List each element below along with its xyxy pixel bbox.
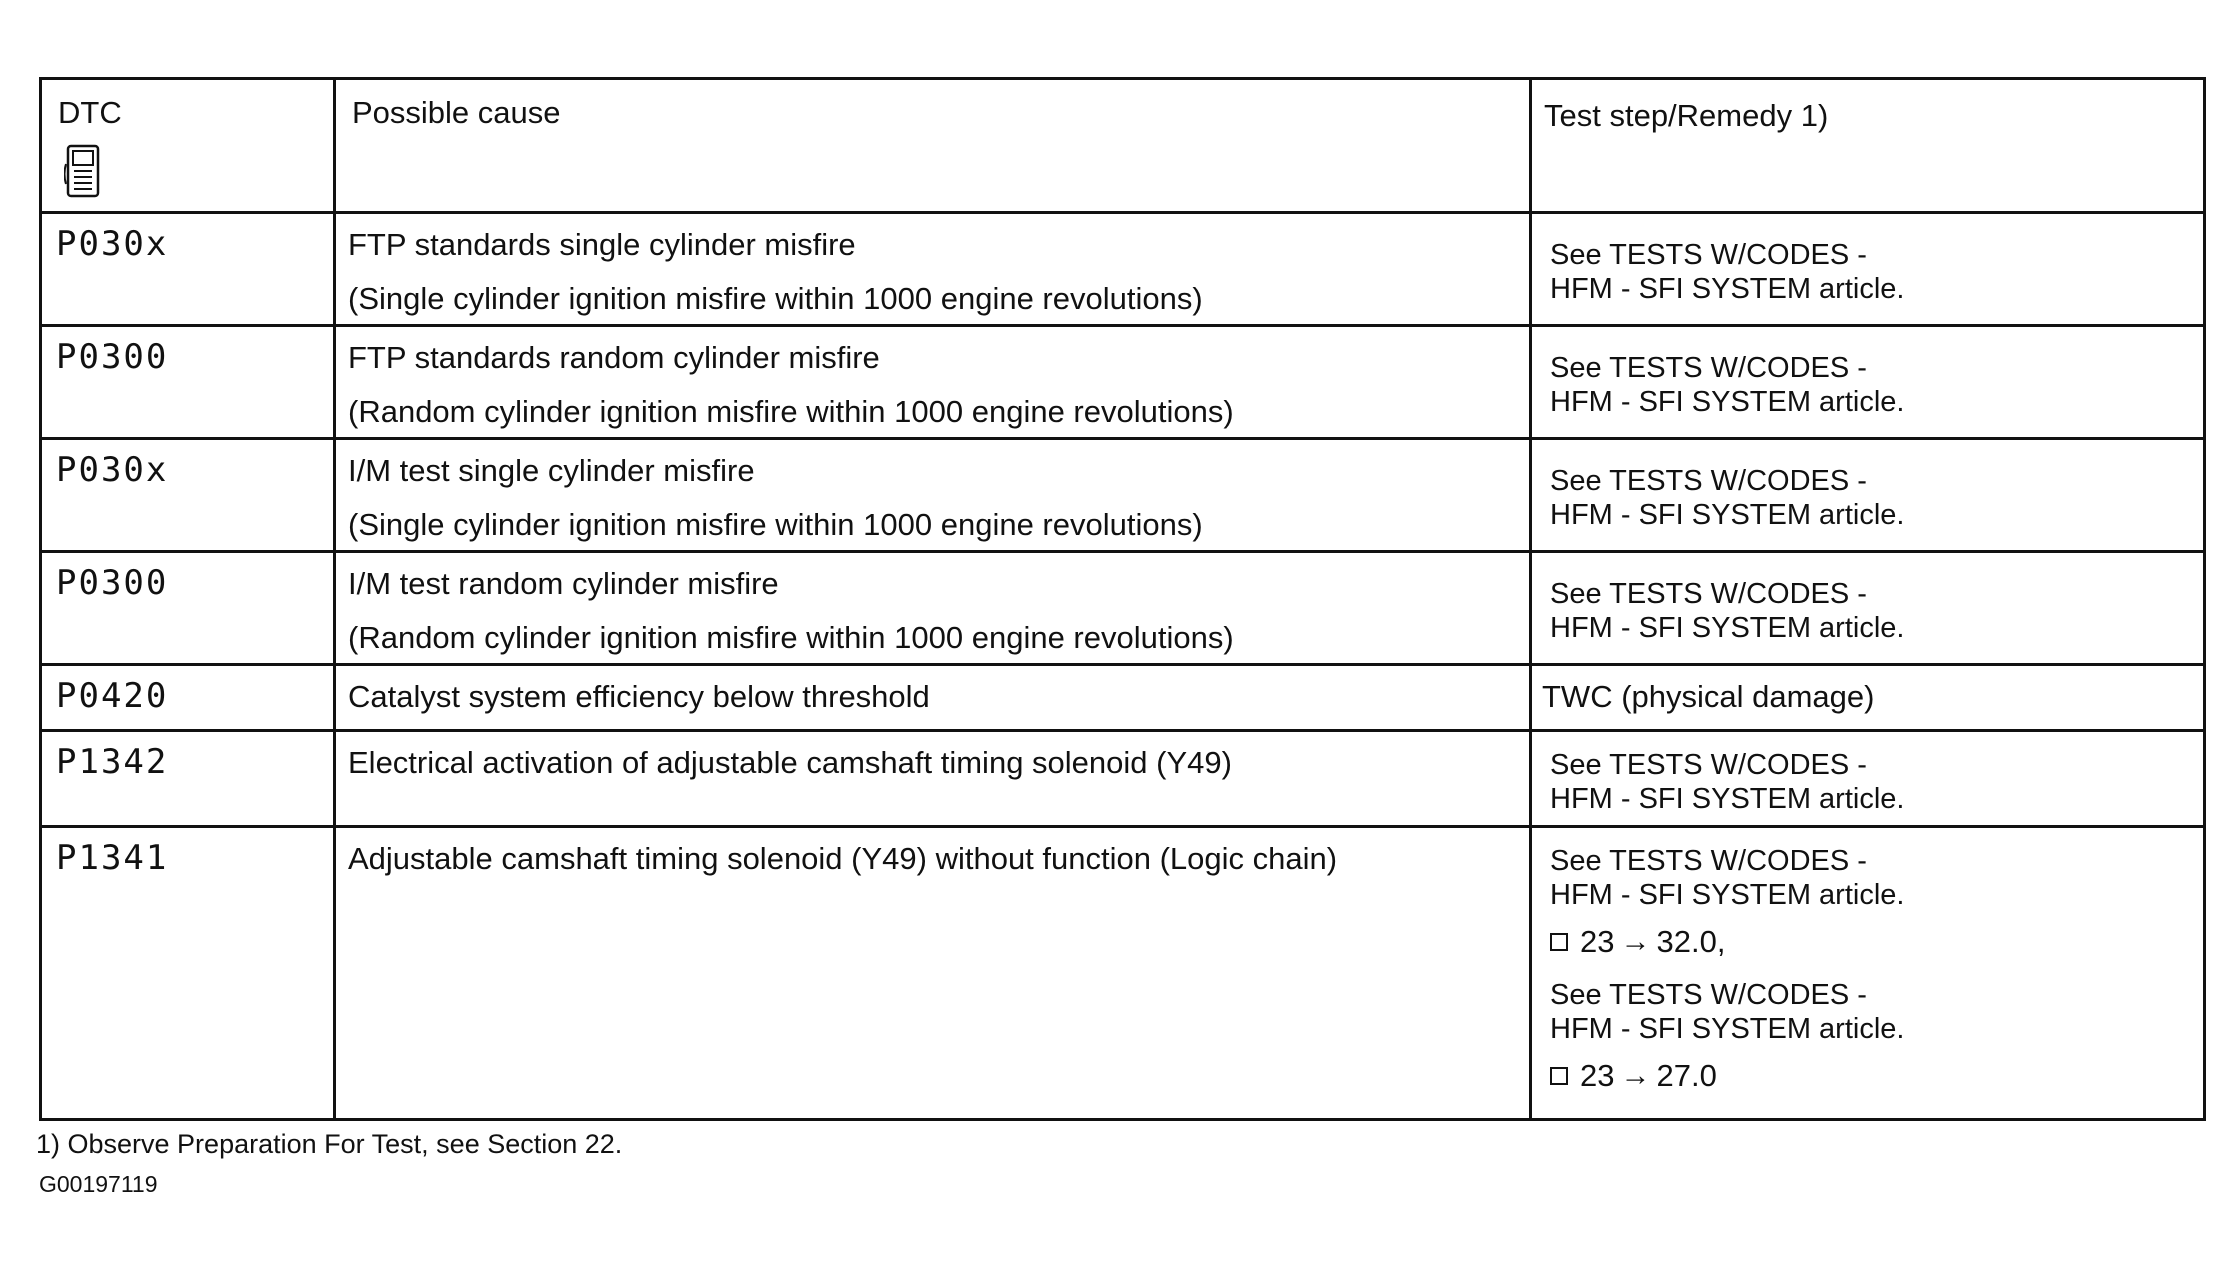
header-remedy-label: Test step/Remedy 1) <box>1544 98 1829 133</box>
dtc-cell <box>41 439 335 552</box>
checkbox-icon <box>1550 1067 1568 1085</box>
cause-text: Electrical activation of adjustable camshaft timing solenoid (Y49) <box>348 745 1232 780</box>
test-step-ref <box>1550 1058 2203 1094</box>
cause-cell <box>335 326 1531 439</box>
dtc-table <box>39 77 2206 1121</box>
scan-tool-icon <box>64 144 104 200</box>
dtc-cell <box>41 326 335 439</box>
cause-cell <box>335 439 1531 552</box>
header-dtc-label: DTC <box>58 95 122 130</box>
remedy-text: See TESTS W/CODES - <box>1550 465 1867 497</box>
remedy-cell <box>1531 552 2205 665</box>
footnote: 1) Observe Preparation For Test, see Section 22. <box>36 1129 623 1159</box>
step-to: 32.0, <box>1656 924 1726 959</box>
remedy-text: See TESTS W/CODES - <box>1550 352 1867 384</box>
remedy-text: HFM - SFI SYSTEM article. <box>1550 612 1905 644</box>
dtc-code: P0300 <box>56 337 169 377</box>
dtc-code: P1341 <box>56 838 169 878</box>
dtc-cell <box>41 827 335 1120</box>
cause-text: I/M test single cylinder misfire <box>348 453 755 488</box>
cause-text: FTP standards single cylinder misfire <box>348 227 856 262</box>
dtc-code: P0420 <box>56 676 169 716</box>
cause-text: I/M test random cylinder misfire <box>348 566 779 601</box>
dtc-cell <box>41 731 335 827</box>
table-row <box>41 213 2205 326</box>
remedy-cell <box>1531 827 2205 1120</box>
cause-detail-text: (Random cylinder ignition misfire within 1000 engine revolutions) <box>348 394 1234 429</box>
arrow-right-icon: → <box>1620 1059 1651 1092</box>
remedy-text: See TESTS W/CODES - <box>1550 749 1867 781</box>
remedy-cell <box>1531 213 2205 326</box>
header-cell-cause <box>335 79 1531 213</box>
dtc-code: P030x <box>56 450 169 490</box>
remedy-text: See TESTS W/CODES - <box>1550 239 1867 271</box>
dtc-code: P030x <box>56 224 169 264</box>
table-row <box>41 731 2205 827</box>
remedy-cell <box>1531 326 2205 439</box>
cause-cell <box>335 827 1531 1120</box>
cause-detail-text: (Single cylinder ignition misfire within 1000 engine revolutions) <box>348 281 1203 316</box>
header-cause-label: Possible cause <box>352 95 561 130</box>
table-row <box>41 827 2205 1120</box>
remedy-cell <box>1531 439 2205 552</box>
arrow-right-icon: → <box>1620 925 1651 958</box>
cause-cell <box>335 213 1531 326</box>
dtc-code: P1342 <box>56 742 169 782</box>
remedy-text: HFM - SFI SYSTEM article. <box>1550 499 1905 531</box>
cause-text: Catalyst system efficiency below threshold <box>348 679 930 714</box>
dtc-cell <box>41 552 335 665</box>
table-row <box>41 439 2205 552</box>
remedy-text: HFM - SFI SYSTEM article. <box>1550 879 1905 911</box>
cause-detail-text: (Random cylinder ignition misfire within 1000 engine revolutions) <box>348 620 1234 655</box>
figure-id: G00197119 <box>39 1171 158 1197</box>
table-header-row <box>41 79 2205 213</box>
remedy-text: TWC (physical damage) <box>1542 679 1875 714</box>
cause-cell <box>335 665 1531 731</box>
remedy-text: See TESTS W/CODES - <box>1550 578 1867 610</box>
remedy-text: HFM - SFI SYSTEM article. <box>1550 1013 1905 1045</box>
cause-cell <box>335 552 1531 665</box>
cause-cell <box>335 731 1531 827</box>
table-row <box>41 665 2205 731</box>
remedy-text: HFM - SFI SYSTEM article. <box>1550 783 1905 815</box>
remedy-cell <box>1531 731 2205 827</box>
remedy-text: HFM - SFI SYSTEM article. <box>1550 386 1905 418</box>
header-cell-remedy <box>1531 79 2205 213</box>
dtc-cell <box>41 665 335 731</box>
cause-text: FTP standards random cylinder misfire <box>348 340 880 375</box>
cause-text: Adjustable camshaft timing solenoid (Y49) without function (Logic chain) <box>348 841 1338 876</box>
cause-detail-text: (Single cylinder ignition misfire within 1000 engine revolutions) <box>348 507 1203 542</box>
remedy-text: See TESTS W/CODES - <box>1550 845 1867 877</box>
dtc-cell <box>41 213 335 326</box>
checkbox-icon <box>1550 933 1568 951</box>
table-row <box>41 326 2205 439</box>
header-cell-dtc <box>41 79 335 213</box>
test-step-ref <box>1550 924 2203 960</box>
dtc-code: P0300 <box>56 563 169 603</box>
remedy-text: See TESTS W/CODES - <box>1550 979 1867 1011</box>
remedy-cell <box>1531 665 2205 731</box>
step-to: 27.0 <box>1656 1058 1717 1093</box>
remedy-text: HFM - SFI SYSTEM article. <box>1550 273 1905 305</box>
table-row <box>41 552 2205 665</box>
step-from: 23 <box>1580 1058 1615 1093</box>
step-from: 23 <box>1580 924 1615 959</box>
